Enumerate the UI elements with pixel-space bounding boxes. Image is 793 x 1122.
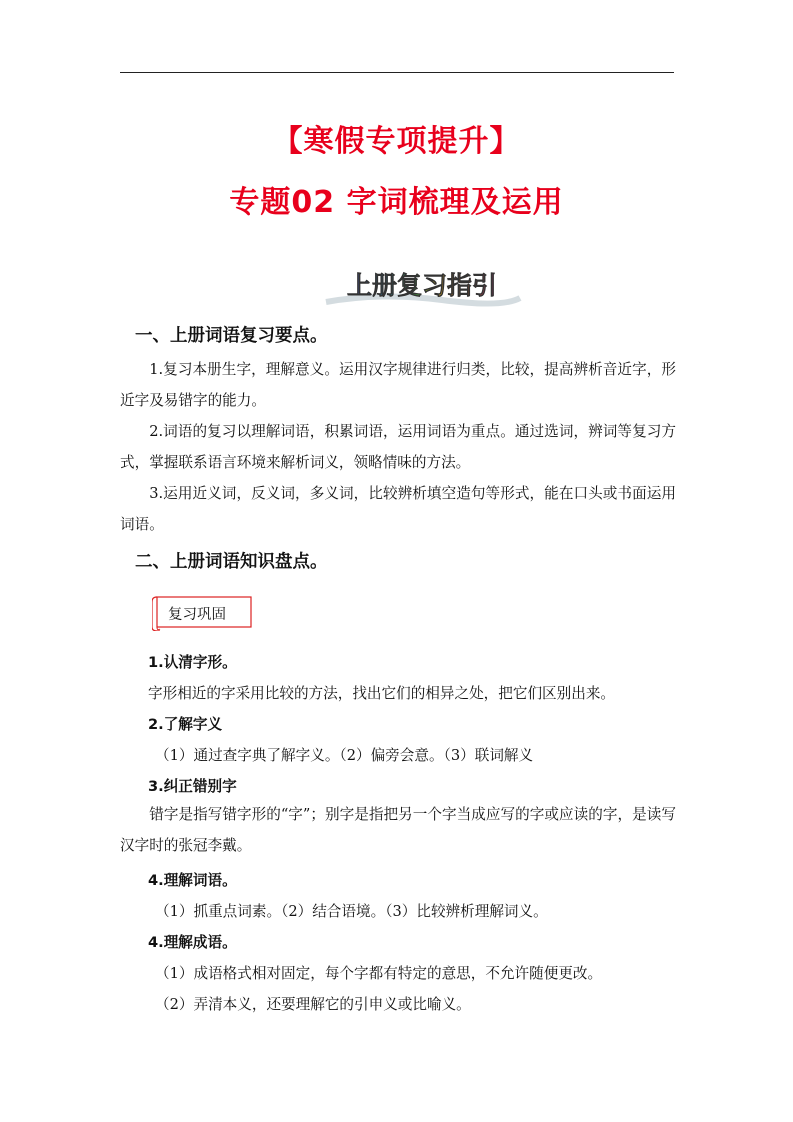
point-3-title: 3.纠正错别字 xyxy=(148,778,237,795)
review-guide-banner xyxy=(322,266,522,312)
point-5-body-2: （2）弄清本义，还要理解它的引申义或比喻义。 xyxy=(155,996,471,1013)
section1-item-2: 2.词语的复习以理解词语，积累词语，运用词语为重点。通过选词，辨词等复习方式，掌握联系语言环境来解析词义，领略情味的方法。 xyxy=(120,423,676,471)
point-1-body: 字形相近的字采用比较的方法，找出它们的相异之处，把它们区别出来。 xyxy=(148,685,616,702)
banner-art xyxy=(322,266,522,312)
point-4-title: 4.理解词语。 xyxy=(148,872,237,889)
point-5-title: 4.理解成语。 xyxy=(148,934,237,951)
section2-heading: 二、上册词语知识盘点。 xyxy=(135,552,328,572)
section1-item-3: 3.运用近义词，反义词，多义词，比较辨析填空造句等形式，能在口头或书面运用词语。 xyxy=(120,485,676,533)
point-1-title: 1.认清字形。 xyxy=(148,654,237,671)
review-tag xyxy=(152,595,254,631)
point-4-body: （1）抓重点词素。（2）结合语境。（3）比较辨析理解词义。 xyxy=(155,903,548,920)
banner-text: 上册复习指引 xyxy=(346,271,498,300)
page-title: 【寒假专项提升】 xyxy=(272,124,521,159)
point-3-body: 错字是指写错字形的“字”；别字是指把另一个字当成应写的字或应读的字，是读写汉字时的张冠李戴。 xyxy=(120,806,676,854)
page-subtitle: 专题02 字词梳理及运用 xyxy=(229,185,564,220)
point-5-body: （1）成语格式相对固定，每个字都有特定的意思，不允许随便更改。 xyxy=(155,965,603,982)
section1-item-1: 1.复习本册生字，理解意义。运用汉字规律进行归类，比较，提高辨析音近字，形近字及易错字的能力。 xyxy=(120,361,676,409)
section1-heading: 一、上册词语复习要点。 xyxy=(135,326,328,346)
point-2-body: （1）通过查字典了解字义。（2）偏旁会意。（3）联词解义 xyxy=(155,747,534,764)
review-tag-label: 复习巩固 xyxy=(168,607,226,623)
point-2-title: 2.了解字义 xyxy=(148,716,223,733)
header-rule xyxy=(120,72,674,73)
